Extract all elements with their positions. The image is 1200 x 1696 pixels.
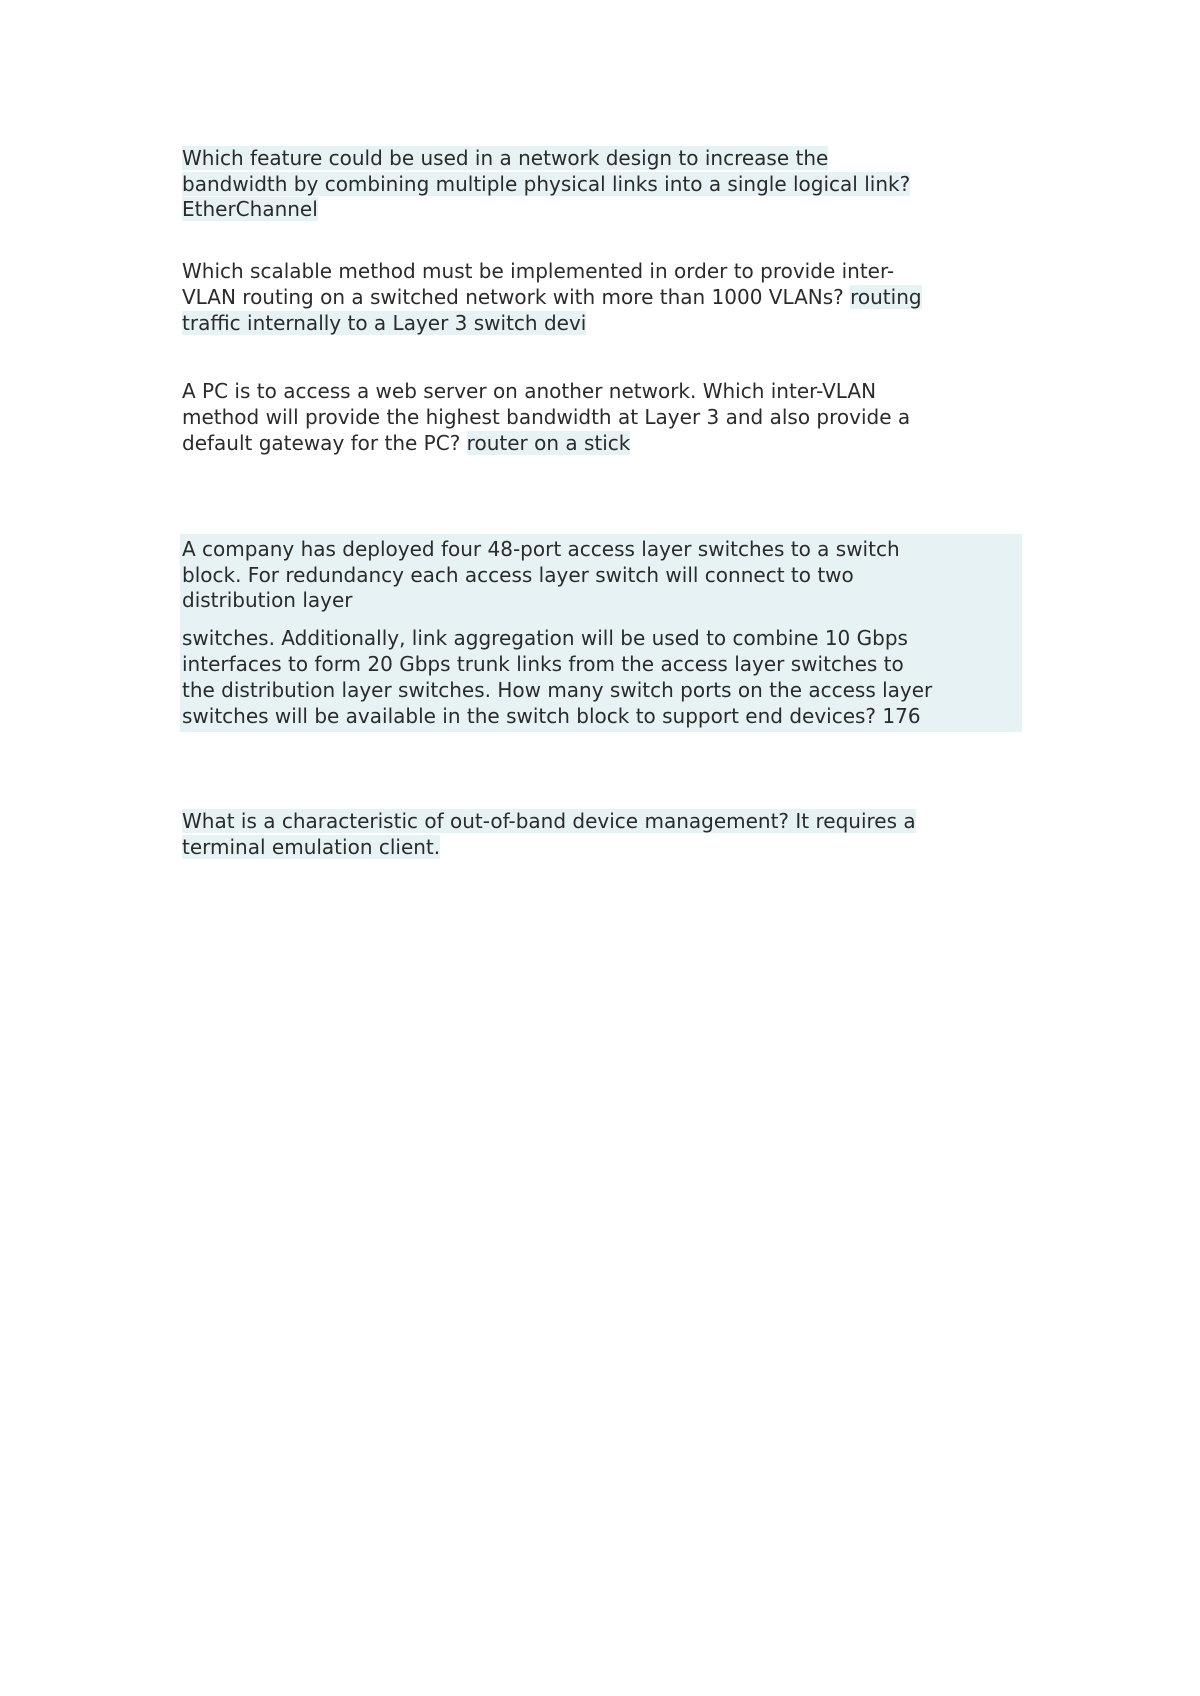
text-segment: VLAN routing on a switched network with more than 1000 VLANs? [182,285,851,309]
text-line [182,378,876,404]
text-segment: A PC is to access a web server on another network. Which inter-VLAN [182,379,877,403]
text-segment: method will provide the highest bandwidth at Layer 3 and also provide a [182,405,911,429]
highlighted-text: terminal emulation client. [182,835,441,859]
text-line [182,145,828,171]
highlighted-text: bandwidth by combining multiple physical links into a single logical link? [182,172,911,196]
highlighted-text: A company has deployed four 48-port access layer switches to a switch [182,537,900,561]
text-line [182,310,586,336]
text-line [182,587,353,613]
text-line [182,284,922,310]
highlighted-text: EtherChannel [182,197,318,221]
text-line [182,196,318,222]
highlighted-text: distribution layer [182,588,353,612]
text-line [182,171,910,197]
text-line [182,834,440,860]
text-line [182,625,908,651]
text-segment: Which scalable method must be implemented in order to provide inter- [182,259,895,283]
highlighted-text: router on a stick [466,431,631,455]
text-segment: default gateway for the PC? [182,431,467,455]
highlighted-text: routing [850,285,922,309]
highlighted-text: switches will be available in the switch block to support end devices? 176 [182,704,921,728]
highlighted-text: traffic internally to a Layer 3 switch devi [182,311,587,335]
text-line [182,404,910,430]
highlighted-text: the distribution layer switches. How many switch ports on the access layer [182,678,933,702]
highlighted-text: What is a characteristic of out-of-band device management? It requires a [182,809,916,833]
highlighted-text: switches. Additionally, link aggregation will be used to combine 10 Gbps [182,626,908,650]
text-line [182,651,904,677]
text-line [182,430,630,456]
highlighted-text: interfaces to form 20 Gbps trunk links from the access layer switches to [182,652,904,676]
highlighted-text: block. For redundancy each access layer switch will connect to two [182,563,854,587]
text-line [182,677,932,703]
text-line [182,562,854,588]
text-line [182,536,900,562]
text-line [182,808,916,834]
highlighted-text: Which feature could be used in a network design to increase the [182,146,829,170]
text-line [182,258,894,284]
text-line [182,703,921,729]
